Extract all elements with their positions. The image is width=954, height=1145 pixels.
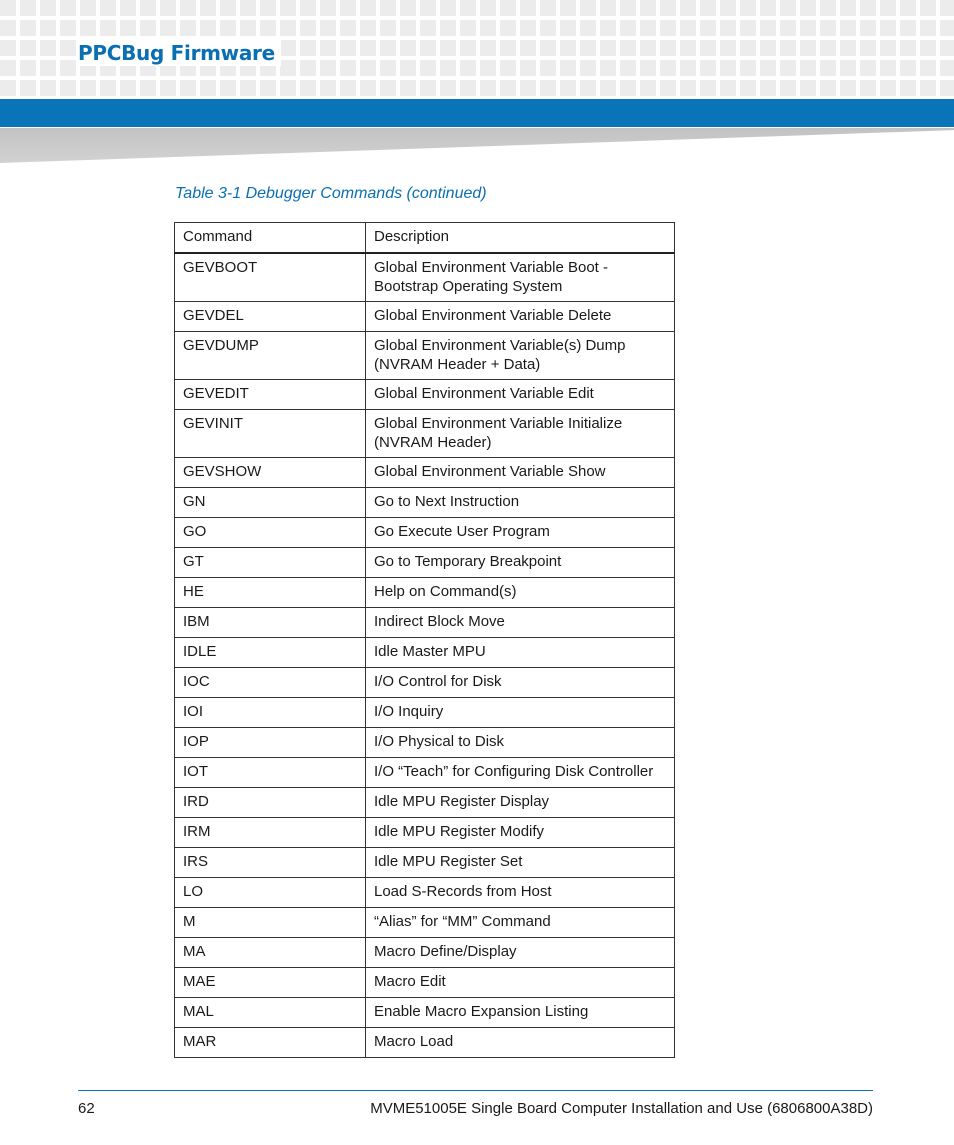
command-cell: GEVEDIT	[175, 380, 366, 410]
table-row	[175, 848, 675, 878]
description-cell: Idle MPU Register Set	[366, 848, 675, 878]
description-cell: Go Execute User Program	[366, 518, 675, 548]
description-cell: Global Environment Variable Edit	[366, 380, 675, 410]
command-cell: MA	[175, 938, 366, 968]
command-cell: IDLE	[175, 638, 366, 668]
table-row	[175, 608, 675, 638]
table-row	[175, 332, 675, 380]
table-caption: Table 3-1 Debugger Commands (continued)	[175, 185, 487, 202]
page-number: 62	[78, 1100, 95, 1117]
command-cell: M	[175, 908, 366, 938]
description-cell: Go to Next Instruction	[366, 488, 675, 518]
table-row	[175, 908, 675, 938]
description-cell: Global Environment Variable Boot - Bootstrap Operating System	[366, 253, 675, 302]
table-row	[175, 380, 675, 410]
table-row	[175, 548, 675, 578]
command-cell: GN	[175, 488, 366, 518]
command-cell: MAR	[175, 1028, 366, 1058]
description-cell: Macro Define/Display	[366, 938, 675, 968]
description-cell: I/O Control for Disk	[366, 668, 675, 698]
command-cell: GT	[175, 548, 366, 578]
table-row	[175, 458, 675, 488]
command-cell: GEVINIT	[175, 410, 366, 458]
command-cell: GEVDUMP	[175, 332, 366, 380]
command-cell: GEVBOOT	[175, 253, 366, 302]
description-cell: Global Environment Variable Initialize (NVRAM Header)	[366, 410, 675, 458]
command-cell: IRD	[175, 788, 366, 818]
table-row	[175, 818, 675, 848]
description-cell: I/O “Teach” for Configuring Disk Controller	[366, 758, 675, 788]
command-cell: IOP	[175, 728, 366, 758]
description-cell: Go to Temporary Breakpoint	[366, 548, 675, 578]
table-row	[175, 518, 675, 548]
command-cell: IOT	[175, 758, 366, 788]
command-cell: HE	[175, 578, 366, 608]
table-body	[175, 253, 675, 1058]
description-cell: Indirect Block Move	[366, 608, 675, 638]
description-cell: I/O Inquiry	[366, 698, 675, 728]
command-cell: LO	[175, 878, 366, 908]
description-cell: Macro Load	[366, 1028, 675, 1058]
table-row	[175, 638, 675, 668]
description-cell: Global Environment Variable(s) Dump (NVRAM Header + Data)	[366, 332, 675, 380]
column-header-command: Command	[175, 223, 366, 254]
table-row	[175, 302, 675, 332]
command-cell: GEVSHOW	[175, 458, 366, 488]
command-cell: MAL	[175, 998, 366, 1028]
table-row	[175, 728, 675, 758]
table-row	[175, 698, 675, 728]
command-cell: GEVDEL	[175, 302, 366, 332]
table-row	[175, 488, 675, 518]
command-cell: IRS	[175, 848, 366, 878]
table-row	[175, 788, 675, 818]
table-row	[175, 253, 675, 302]
table-row	[175, 578, 675, 608]
header-blue-band	[0, 99, 954, 127]
description-cell: Idle MPU Register Modify	[366, 818, 675, 848]
description-cell: Enable Macro Expansion Listing	[366, 998, 675, 1028]
table-row	[175, 998, 675, 1028]
section-title: PPCBug Firmware	[76, 40, 281, 66]
debugger-commands-table	[174, 222, 675, 1058]
header-grey-wedge	[0, 128, 954, 163]
table-row	[175, 410, 675, 458]
description-cell: Idle Master MPU	[366, 638, 675, 668]
description-cell: Macro Edit	[366, 968, 675, 998]
description-cell: I/O Physical to Disk	[366, 728, 675, 758]
command-cell: IBM	[175, 608, 366, 638]
table-row	[175, 968, 675, 998]
description-cell: Load S-Records from Host	[366, 878, 675, 908]
command-cell: MAE	[175, 968, 366, 998]
command-cell: IOC	[175, 668, 366, 698]
description-cell: Help on Command(s)	[366, 578, 675, 608]
description-cell: Global Environment Variable Show	[366, 458, 675, 488]
footer-rule	[78, 1090, 873, 1091]
table-row	[175, 878, 675, 908]
table-row	[175, 938, 675, 968]
table-row	[175, 1028, 675, 1058]
description-cell: Global Environment Variable Delete	[366, 302, 675, 332]
command-cell: IRM	[175, 818, 366, 848]
command-cell: GO	[175, 518, 366, 548]
document-title: MVME51005E Single Board Computer Installation and Use (6806800A38D)	[370, 1100, 873, 1117]
table-header-row	[175, 223, 675, 254]
table-row	[175, 758, 675, 788]
command-cell: IOI	[175, 698, 366, 728]
column-header-description: Description	[366, 223, 675, 254]
description-cell: “Alias” for “MM” Command	[366, 908, 675, 938]
description-cell: Idle MPU Register Display	[366, 788, 675, 818]
table-row	[175, 668, 675, 698]
